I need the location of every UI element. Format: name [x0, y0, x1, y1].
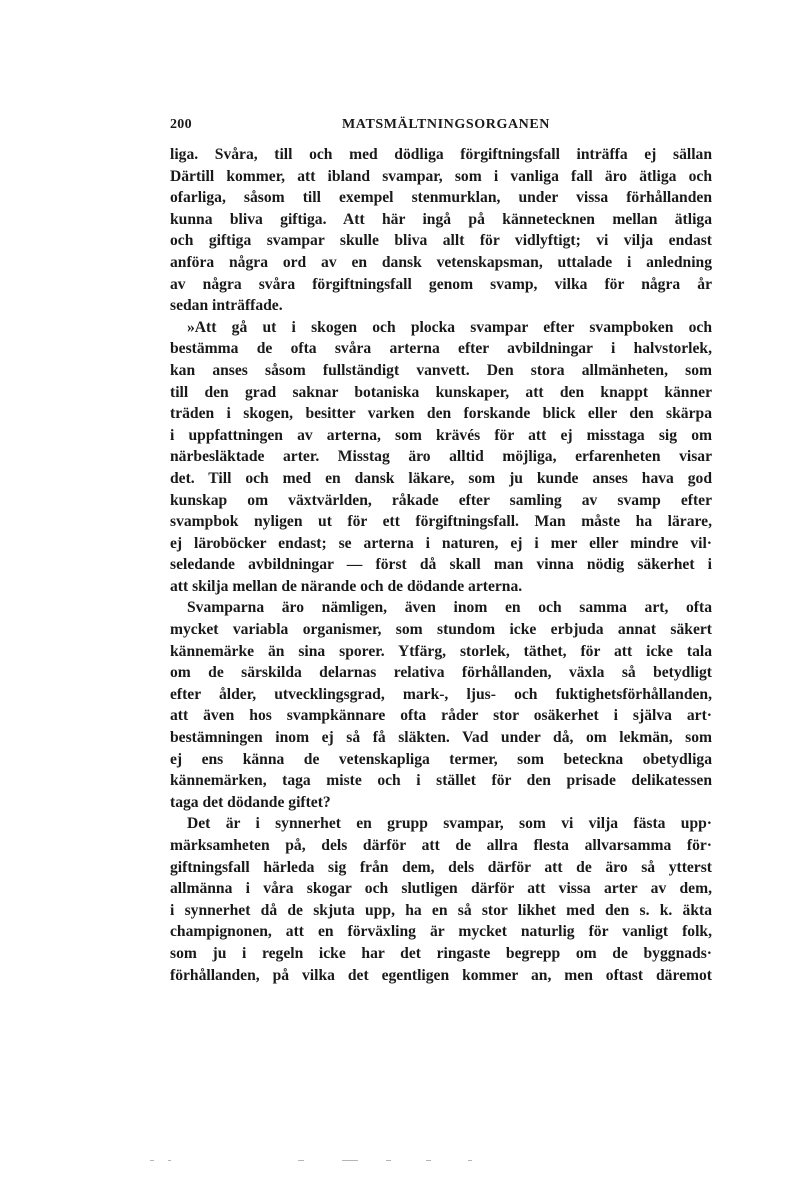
text-line: kan anses såsom fullständigt vanvett. Den stora allmänheten, som	[170, 361, 712, 379]
text-line: kännemärken, taga miste och i stället för den prisade delikatessen	[170, 772, 712, 790]
text-line: kunna bliva giftiga. Att här ingå på kännetecknen mellan ätliga	[170, 210, 712, 228]
scan-mark	[468, 1160, 472, 1161]
text-line: Därtill kommer, att ibland svampar, som i vanliga fall äro ätliga och	[170, 167, 712, 185]
text-line: svampbok nyligen ut för ett förgiftningsfall. Man måste ha lärare,	[170, 513, 712, 531]
text-line: att skilja mellan de närande och de dödande arterna.	[170, 577, 523, 595]
text-line: märksamheten på, dels därför att de allra flesta allvarsamma för·	[170, 837, 712, 854]
text-line: att även hos svampkännare ofta råder stor osäkerhet i själva art·	[170, 707, 712, 725]
text-line: »Att gå ut i skogen och plocka svampar efter svampboken och	[187, 318, 712, 336]
text-line: sedan inträffade.	[170, 297, 283, 315]
scan-mark	[298, 1160, 304, 1161]
text-line: giftningsfall härleda sig från dem, dels därför att de äro så ytterst	[170, 858, 712, 876]
scan-mark	[386, 1160, 391, 1161]
text-line: det. Till och med en dansk läkare, som ju kunde anses hava god	[170, 469, 712, 487]
text-line: träden i skogen, besitter varken den forskande blick eller den skärpa	[170, 405, 712, 423]
scan-artifacts	[150, 1160, 480, 1166]
running-head: MATSMÄLTNINGSORGANEN	[341, 117, 551, 132]
text-line: champignonen, att en förväxling är mycket naturlig för vanligt folk,	[170, 923, 712, 941]
text-line: ej ens känna de vetenskapliga termer, som beteckna obetydliga	[170, 750, 712, 768]
text-line: i synnerhet då de skjuta upp, ha en så stor likhet med den s. k. äkta	[170, 901, 712, 919]
text-line: och giftiga svampar skulle bliva allt för vidlyftigt; vi vilja endast	[170, 232, 712, 250]
text-line: Det är i synnerhet en grupp svampar, som vi vilja fästa upp·	[187, 815, 712, 833]
text-line: förhållanden, på vilka det egentligen kommer an, men oftast däremot	[170, 966, 712, 984]
scan-mark	[168, 1160, 171, 1161]
scan-mark	[342, 1160, 358, 1161]
text-line: bestämma de ofta svåra arterna efter avbildningar i halvstorlek,	[170, 340, 712, 358]
text-line: efter ålder, utvecklingsgrad, mark-, ljus- och fuktighetsförhållanden,	[170, 685, 712, 703]
text-line: närbesläktade arter. Misstag äro alltid möjliga, erfarenheten visar	[170, 448, 712, 466]
text-line: ej läroböcker endast; se arterna i naturen, ej i mer eller mindre vil·	[170, 534, 712, 552]
scan-mark	[150, 1160, 154, 1161]
text-line: allmänna i våra skogar och slutligen därför att vissa arter av dem,	[170, 880, 712, 898]
page-number: 200	[170, 117, 192, 132]
text-line: som ju i regeln icke har det ringaste begrepp om de byggnads·	[170, 944, 712, 962]
text-line: bestämningen inom ej så få släkten. Vad under då, om lekmän, som	[170, 729, 712, 747]
text-line: i uppfattningen av arterna, som krävés för att ej misstaga sig om	[170, 426, 712, 444]
text-line: seledande avbildningar — först då skall man vinna nödig säkerhet i	[170, 556, 712, 574]
text-line: kunskap om växtvärlden, råkade efter samling av svamp efter	[170, 491, 712, 509]
body-text	[170, 144, 712, 986]
text-line: till den grad saknar botaniska kunskaper, att den knappt känner	[170, 383, 712, 401]
page-header	[170, 117, 712, 137]
text-line: av några svåra förgiftningsfall genom svamp, vilka för några år	[170, 275, 712, 293]
text-line: ofarliga, såsom till exempel stenmurklan, under vissa förhållanden	[170, 189, 712, 207]
text-line: kännemärke än sina sporer. Ytfärg, storlek, täthet, för att icke tala	[170, 642, 712, 660]
text-line: om de särskilda delarnas relativa förhållanden, växla så betydligt	[170, 664, 712, 682]
text-line: taga det dödande giftet?	[170, 793, 331, 811]
scan-mark	[426, 1160, 431, 1161]
text-line: anföra några ord av en dansk vetenskapsman, uttalade i anledning	[170, 253, 712, 271]
text-line: Svamparna äro nämligen, även inom en och samma art, ofta	[187, 599, 712, 617]
text-line: liga. Svåra, till och med dödliga förgiftningsfall inträffa ej sällan	[170, 146, 712, 163]
text-line: mycket variabla organismer, som stundom icke erbjuda annat säkert	[170, 621, 712, 639]
